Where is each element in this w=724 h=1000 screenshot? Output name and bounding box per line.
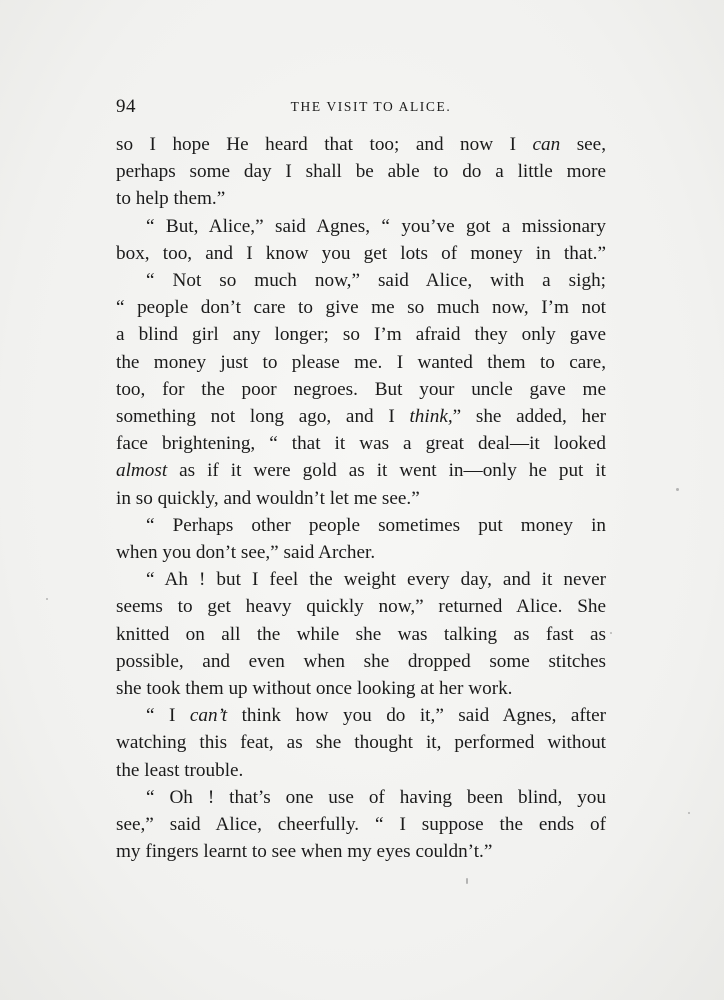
text-line: possible, and even when she dropped some stitches xyxy=(116,650,606,672)
text-line: almost as if it were gold as it went in—only he put it xyxy=(116,460,606,482)
text-line: “ Perhaps other people sometimes put money in xyxy=(146,514,606,536)
text-line: the least trouble. xyxy=(116,759,244,781)
text-line: so I hope He heard that too; and now I can see, xyxy=(116,134,606,155)
text-line: “ Not so much now,” said Alice, with a sigh; xyxy=(146,270,606,292)
text-line: a blind girl any longer; so I’m afraid they only gave xyxy=(116,324,606,346)
paper-speck xyxy=(466,878,468,884)
paper-speck xyxy=(46,598,48,600)
text-line: to help them.” xyxy=(116,188,226,210)
text-line: “ Oh ! that’s one use of having been blind, you xyxy=(146,786,606,808)
text-line: box, too, and I know you get lots of money in that.” xyxy=(116,242,606,264)
text-line: knitted on all the while she was talking as fast as xyxy=(116,623,606,645)
text-line: in so quickly, and wouldn’t let me see.” xyxy=(116,487,420,509)
text-line: perhaps some day I shall be able to do a little more xyxy=(116,161,606,183)
paper-speck xyxy=(676,488,679,491)
text-line: too, for the poor negroes. But your uncle gave me xyxy=(116,378,606,400)
text-line: “ people don’t care to give me so much now, I’m not xyxy=(116,297,606,319)
text-line: when you don’t see,” said Archer. xyxy=(116,542,376,564)
text-line: “ I can’t think how you do it,” said Agnes, after xyxy=(146,705,607,727)
text-line: “ But, Alice,” said Agnes, “ you’ve got a missionary xyxy=(146,215,606,237)
paper-speck xyxy=(610,632,612,634)
text-line: “ Ah ! but I feel the weight every day, and it never xyxy=(146,569,606,591)
text-line: seems to get heavy quickly now,” returned Alice. She xyxy=(116,596,606,618)
running-head: THE VISIT TO ALICE. xyxy=(290,99,452,114)
text-line: my fingers learnt to see when my eyes couldn’t.” xyxy=(116,841,493,863)
text-line: something not long ago, and I think,” she added, her xyxy=(116,406,606,428)
paper-speck xyxy=(688,812,690,814)
body-text xyxy=(116,131,606,865)
text-line: the money just to please me. I wanted them to care, xyxy=(116,351,606,373)
text-line: see,” said Alice, cheerfully. “ I suppose the ends of xyxy=(116,814,606,836)
text-line: watching this feat, as she thought it, performed without xyxy=(116,732,606,754)
text-line: she took them up without once looking at her work. xyxy=(116,678,513,700)
page-header xyxy=(116,96,606,120)
page-number: 94 xyxy=(116,96,136,117)
text-line: face brightening, “ that it was a great deal—it looked xyxy=(116,433,606,455)
